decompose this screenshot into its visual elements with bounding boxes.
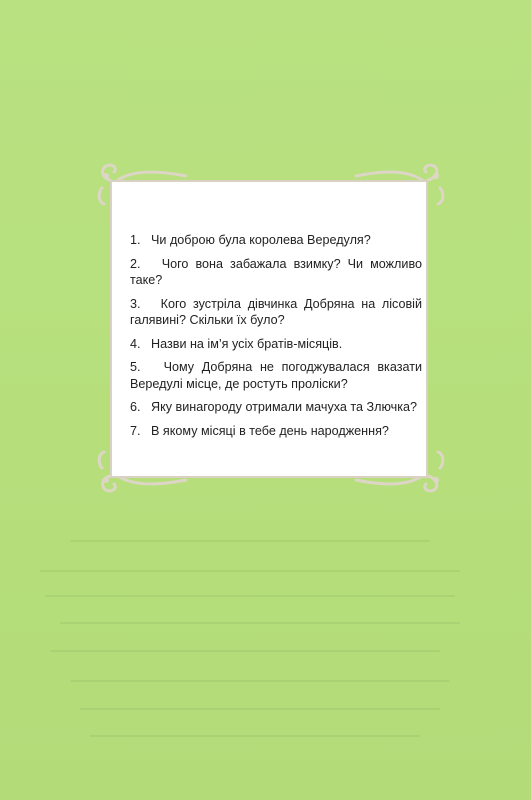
question-text: Назви на ім’я усіх братів-місяців.: [151, 336, 343, 351]
question-text: Чи доброю була королева Вередуля?: [151, 233, 371, 247]
question-text: В якому місяці в тебе день народження?: [151, 423, 389, 438]
question-number: 1.: [130, 233, 141, 247]
ghost-text-line: [70, 680, 450, 682]
question-text: Чому Добряна не погоджувалася вказати Вередулі місце, де ростуть проліски?: [130, 360, 422, 391]
question-list: [130, 232, 422, 446]
question-text: Чого вона забажала взимку? Чи можливо таке?: [130, 256, 422, 287]
ghost-text-line: [80, 708, 440, 710]
ghost-text-line: [70, 540, 430, 542]
ghost-text-line: [45, 595, 455, 597]
question-number: 7.: [130, 423, 141, 438]
question-item-3: [130, 296, 422, 329]
question-number: 6.: [130, 400, 141, 414]
ghost-text-line: [60, 622, 460, 624]
question-number: 2.: [130, 256, 141, 271]
question-text: Яку винагороду отримали мачуха та Злючка?: [151, 400, 418, 414]
question-text: Кого зустріла дівчинка Добряна на лісовій галявині? Скільки їх було?: [130, 296, 423, 327]
ghost-text-line: [90, 735, 420, 737]
question-item-7: [130, 423, 422, 440]
question-number: 5.: [130, 360, 141, 374]
question-item-1: [130, 232, 422, 249]
ghost-text-line: [50, 650, 440, 652]
question-number: 3.: [130, 296, 141, 311]
question-item-5: [130, 359, 422, 392]
ghost-text-line: [40, 570, 460, 572]
question-number: 4.: [130, 336, 141, 351]
question-item-2: [130, 256, 422, 289]
question-item-6: [130, 399, 422, 416]
question-item-4: [130, 336, 422, 353]
